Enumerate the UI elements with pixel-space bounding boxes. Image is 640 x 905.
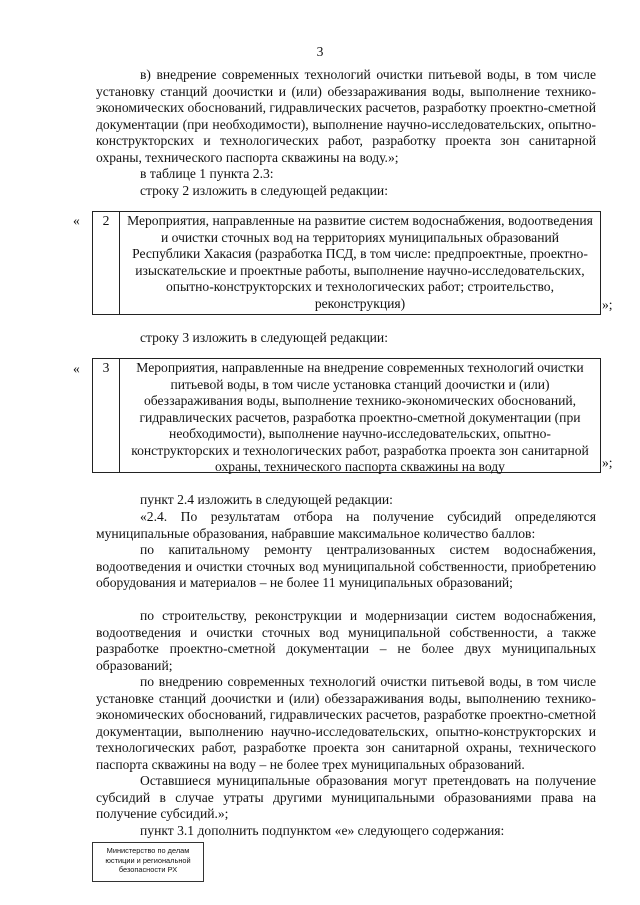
row2-text: Мероприятия, направленные на развитие систем водоснабжения, водоотведения и очистки сточных вод на территориях муниципальных образований Республики Хакасия (разработка ПСД, в том числе: предпроектные, проектно-изыскательские и проектные работы, выполнение научно-исследовательских, опытно-конструкторских и технологических работ; строительство, реконструкция) (127, 213, 593, 311)
p24-d: Оставшиеся муниципальные образования могут претендовать на получение субсидий в случае утраты другими муниципальными образованиями права на получение субсидий.»; (96, 773, 596, 821)
page-number: 3 (316, 44, 324, 59)
table-row-3 (92, 358, 601, 473)
row2-open-quote: « (73, 213, 80, 228)
row3-text: Мероприятия, направленные на внедрение современных технологий очистки питьевой воды, в том числе установка станций доочистки и (или) обеззараживания воды, выполнение технико-экономических обоснований, гидравлических расчетов, разработка проектно-сметной документации (при необходимости), выполнение научно-исследовательских, опытно-конструкторских и технологических работ, разработка проекта зон санитарной охраны, технического паспорта скважины на воду (131, 360, 589, 474)
row2-number: 2 (93, 212, 120, 314)
stamp-line-1: Министерство по делам (106, 846, 190, 855)
intro-paragraph-text: в) внедрение современных технологий очистки питьевой воды, в том числе установку станций доочистки и (или) обеззараживания воды, выполнение технико-экономических обоснований, гидравлических расчетов, разработку проектно-сметной документации (при необходимости), выполнение научно-исследовательских, опытно-конструкторских и технологических работ, разработку проекта зон санитарной охраны, технического паспорта скважины на воду.»; (96, 67, 596, 165)
row3-number: 3 (93, 359, 120, 472)
p24-b: по строительству, реконструкции и модернизации систем водоснабжения, водоотведения и очистки сточных вод муниципальной собственности, а также разработке проектно-сметной документации – не более двух муниципальных образований; (96, 608, 596, 673)
row2-intro: строку 2 изложить в следующей редакции: (140, 183, 388, 198)
row3-intro: строку 3 изложить в следующей редакции: (140, 330, 388, 345)
row3-open-quote: « (73, 361, 80, 376)
row3-close-quote: »; (602, 455, 613, 470)
p24-c: по внедрению современных технологий очистки питьевой воды, в том числе установке станций доочистки и (или) обеззараживания воды, выполнению технико-экономических обоснований, гидравлических расчетов, разработке проектно-сметной документации, выполнению научно-исследовательских, опытно-конструкторских и технологических работ, разработке проекта зон санитарной охраны, технического паспорта скважины на воду – не более трех муниципальных образований. (96, 674, 596, 772)
table-row-2 (92, 211, 601, 315)
p24-a: по капитальному ремонту централизованных систем водоснабжения, водоотведения и очистки сточных вод муниципальной собственности, приобретению оборудования и материалов – не более 11 муниципальных образований; (96, 542, 596, 590)
p31: пункт 3.1 дополнить подпунктом «е» следующего содержания: (140, 823, 505, 838)
stamp-line-2: юстиции и региональной (105, 855, 191, 865)
p24-intro: пункт 2.4 изложить в следующей редакции: (140, 492, 393, 507)
table-reference: в таблице 1 пункта 2.3: (140, 166, 274, 181)
row2-close-quote: »; (602, 297, 613, 312)
stamp-line-3: безопасности РХ (118, 865, 178, 874)
p24-main: «2.4. По результатам отбора на получение субсидий определяются муниципальные образования, набравшие максимальное количество баллов: (96, 509, 596, 541)
ministry-stamp (92, 842, 204, 882)
